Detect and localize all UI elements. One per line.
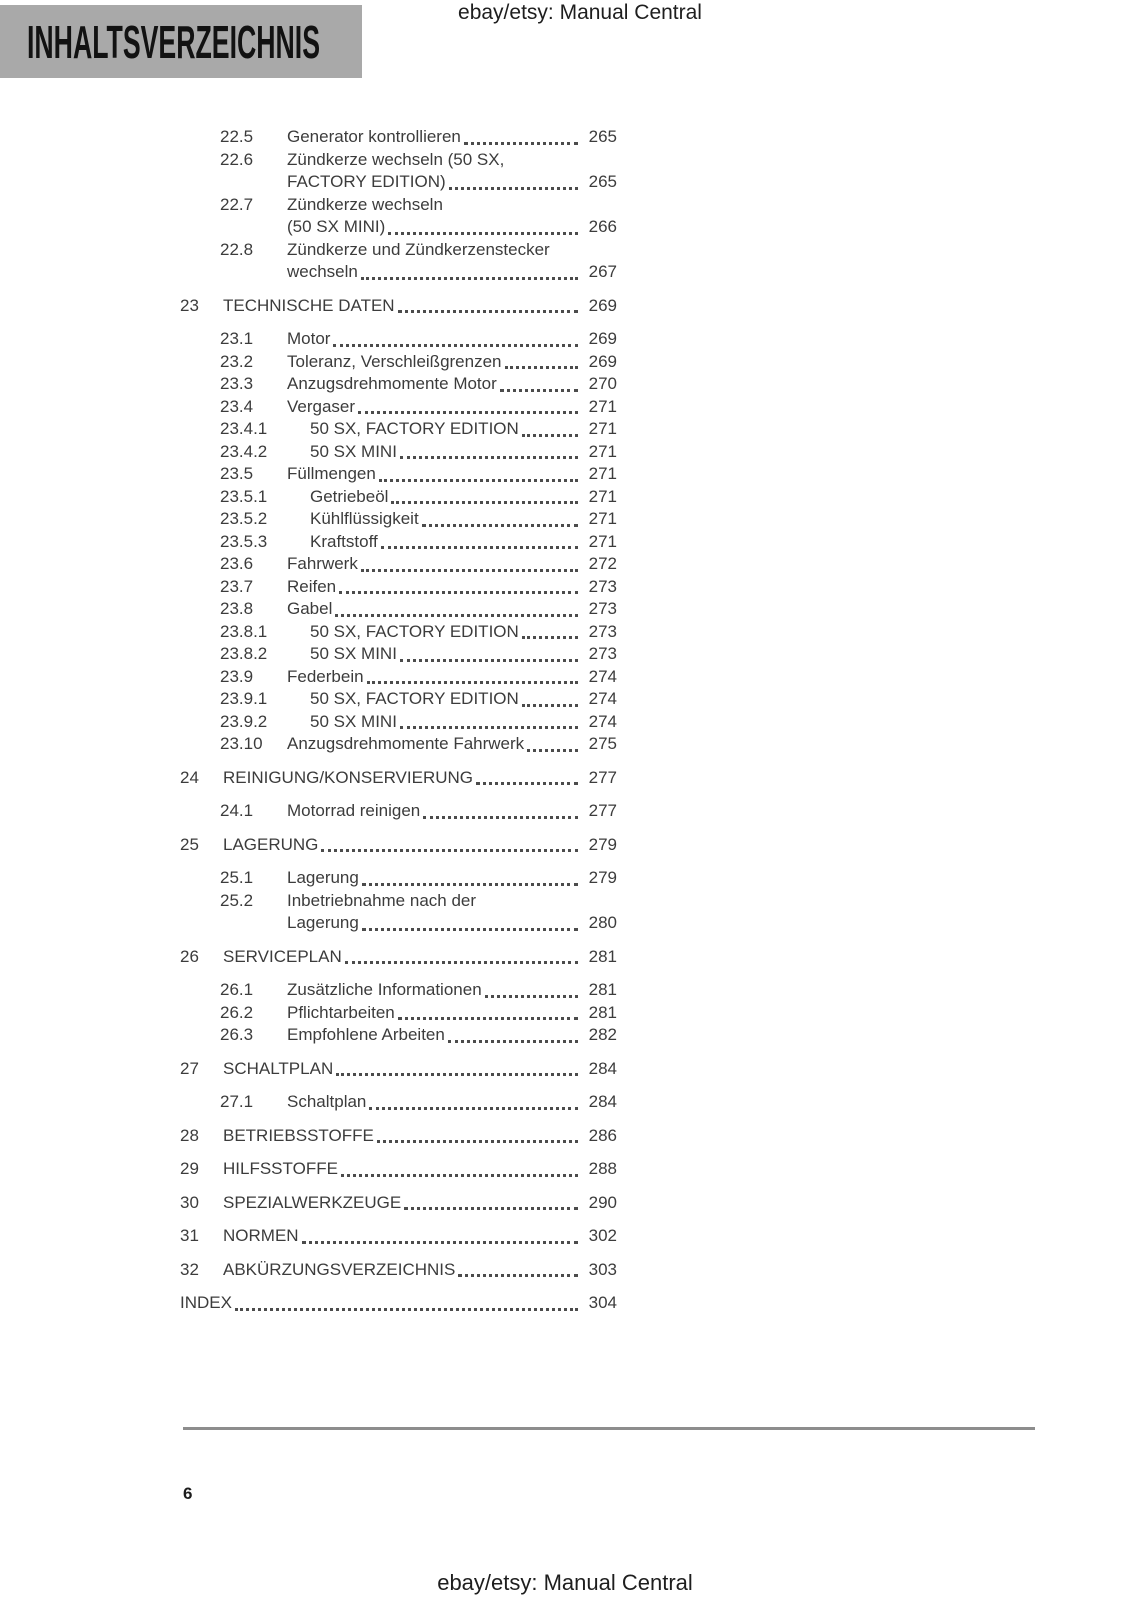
toc-entry-lines bbox=[287, 979, 617, 1002]
toc-entry bbox=[180, 979, 617, 1002]
toc-entry-lines bbox=[310, 531, 617, 554]
toc-entry-number: 26.1 bbox=[220, 980, 254, 999]
toc-entry-last-line bbox=[287, 979, 617, 1002]
dot-leader bbox=[367, 681, 578, 684]
toc-entry bbox=[180, 463, 617, 486]
toc-entry bbox=[180, 800, 617, 823]
dot-leader bbox=[321, 849, 578, 852]
footer-divider bbox=[183, 1427, 1035, 1430]
dot-leader bbox=[358, 411, 578, 414]
toc-entry bbox=[180, 733, 617, 756]
toc-entry-number: 23.3 bbox=[220, 374, 254, 393]
toc-entry-number: 23 bbox=[180, 295, 199, 315]
toc-entry-number: 26.3 bbox=[220, 1025, 254, 1044]
toc-entry-last-line bbox=[310, 441, 617, 464]
toc-entry-page: 281 bbox=[588, 980, 617, 999]
toc-entry bbox=[180, 1158, 617, 1181]
toc-entry-last-line bbox=[287, 171, 617, 194]
toc-entry-lines bbox=[310, 486, 617, 509]
toc-entry-page: 265 bbox=[588, 172, 617, 191]
toc-entry bbox=[180, 194, 617, 239]
toc-entry-last-line bbox=[287, 351, 617, 374]
toc-entry-lines bbox=[287, 351, 617, 374]
toc-entry-title: FACTORY EDITION) bbox=[287, 172, 446, 191]
toc-entry-page: 273 bbox=[588, 599, 617, 618]
toc-entry bbox=[180, 576, 617, 599]
dot-leader bbox=[336, 1073, 578, 1076]
toc-entry-lines bbox=[223, 767, 617, 790]
toc-entry-title: wechseln bbox=[287, 262, 358, 281]
toc-entry-lines bbox=[310, 643, 617, 666]
toc-entry-number: 23.7 bbox=[220, 576, 254, 596]
toc-entry-number: 23.5.1 bbox=[220, 486, 268, 506]
toc-entry-last-line bbox=[287, 126, 617, 149]
toc-entry-title: 50 SX, FACTORY EDITION bbox=[310, 621, 519, 641]
toc-entry-number: 23.9.1 bbox=[220, 689, 268, 708]
toc-entry-page: 271 bbox=[588, 419, 617, 438]
dot-leader bbox=[345, 961, 578, 964]
toc-entry-title: Schaltplan bbox=[287, 1092, 367, 1111]
toc-entry bbox=[180, 1024, 617, 1047]
toc-entry-lines bbox=[223, 1225, 617, 1248]
toc-entry-lines bbox=[287, 800, 617, 823]
toc-entry-title: NORMEN bbox=[223, 1226, 299, 1245]
toc-entry-page: 286 bbox=[588, 1125, 617, 1145]
toc-entry-lines bbox=[287, 328, 617, 351]
toc-entry-title: 50 SX MINI bbox=[310, 441, 397, 461]
toc-entry-lines bbox=[223, 295, 617, 318]
toc-entry bbox=[180, 1225, 617, 1248]
toc-entry-title: Pflichtarbeiten bbox=[287, 1002, 395, 1022]
toc-entry-page: 279 bbox=[588, 868, 617, 887]
toc-entry-page: 288 bbox=[588, 1159, 617, 1178]
toc-entry-title: INDEX bbox=[180, 1293, 232, 1312]
dot-leader bbox=[377, 1140, 578, 1143]
toc-entry bbox=[180, 598, 617, 621]
toc-entry bbox=[180, 1002, 617, 1025]
dot-leader bbox=[485, 995, 578, 998]
dot-leader bbox=[400, 456, 578, 459]
toc-entry-last-line bbox=[287, 328, 617, 351]
toc-entry bbox=[180, 1058, 617, 1081]
toc-list bbox=[180, 126, 617, 1315]
toc-entry-last-line bbox=[223, 1158, 617, 1181]
dot-leader bbox=[398, 1017, 578, 1020]
toc-entry-page: 267 bbox=[588, 262, 617, 281]
toc-entry-lines bbox=[310, 418, 617, 441]
toc-entry bbox=[180, 508, 617, 531]
toc-entry-lines bbox=[287, 890, 617, 935]
toc-entry-lines bbox=[287, 463, 617, 486]
page-title-box bbox=[0, 5, 362, 78]
toc-entry-page: 281 bbox=[588, 946, 617, 966]
toc-entry bbox=[180, 126, 617, 149]
dot-leader bbox=[423, 816, 578, 819]
toc-entry-page: 281 bbox=[588, 1002, 617, 1022]
toc-entry-number: 32 bbox=[180, 1259, 199, 1279]
toc-entry-number: 26 bbox=[180, 946, 199, 966]
toc-entry-last-line bbox=[287, 598, 617, 621]
toc-entry bbox=[180, 1292, 617, 1315]
toc-entry-last-line bbox=[287, 396, 617, 419]
dot-leader bbox=[448, 1040, 578, 1043]
toc-entry-title: HILFSSTOFFE bbox=[223, 1159, 338, 1178]
toc-entry bbox=[180, 553, 617, 576]
dot-leader bbox=[362, 928, 578, 931]
toc-entry-title: Lagerung bbox=[287, 868, 359, 887]
toc-entry-last-line bbox=[287, 373, 617, 396]
toc-entry-lines bbox=[223, 834, 617, 857]
toc-entry-number: 24 bbox=[180, 767, 199, 787]
toc-entry-last-line bbox=[310, 711, 617, 734]
toc-entry bbox=[180, 295, 617, 318]
toc-entry-title: Kühlflüssigkeit bbox=[310, 509, 419, 528]
toc-entry-page: 271 bbox=[588, 464, 617, 483]
toc-entry-number: 27 bbox=[180, 1058, 199, 1078]
toc-entry-title: Füllmengen bbox=[287, 464, 376, 483]
toc-entry-lines bbox=[310, 441, 617, 464]
toc-entry-line: Zündkerze und Zündkerzenstecker bbox=[287, 239, 550, 259]
page-title: INHALTSVERZEICHNIS bbox=[27, 15, 320, 68]
toc-entry-number: 23.4.1 bbox=[220, 419, 268, 438]
toc-entry-number: 23.4.2 bbox=[220, 441, 268, 461]
toc-entry-title: Lagerung bbox=[287, 913, 359, 932]
toc-entry bbox=[180, 351, 617, 374]
toc-entry bbox=[180, 688, 617, 711]
dot-leader bbox=[333, 344, 578, 347]
toc-entry-number: 23.8.1 bbox=[220, 621, 268, 641]
dot-leader bbox=[235, 1308, 578, 1311]
toc-entry-title: SERVICEPLAN bbox=[223, 946, 342, 966]
toc-entry-page: 269 bbox=[588, 351, 617, 371]
toc-entry-last-line bbox=[287, 733, 617, 756]
toc-entry-title: Motor bbox=[287, 329, 331, 348]
dot-leader bbox=[522, 636, 578, 639]
toc-entry-last-line bbox=[310, 508, 617, 531]
dot-leader bbox=[522, 704, 578, 707]
toc-entry-page: 304 bbox=[588, 1293, 617, 1312]
toc-entry-page: 274 bbox=[588, 666, 617, 686]
toc-entry-number: 22.7 bbox=[220, 194, 254, 214]
dot-leader bbox=[422, 524, 578, 527]
toc-entry-page: 284 bbox=[588, 1058, 617, 1078]
toc-entry-last-line bbox=[223, 1125, 617, 1148]
toc-entry bbox=[180, 239, 617, 284]
toc-entry-lines bbox=[287, 666, 617, 689]
toc-entry-lines bbox=[287, 1002, 617, 1025]
toc-entry-last-line bbox=[310, 621, 617, 644]
toc-entry-number: 23.5.3 bbox=[220, 531, 268, 551]
toc-entry-title: Vergaser bbox=[287, 396, 356, 416]
toc-entry-title: TECHNISCHE DATEN bbox=[223, 295, 395, 315]
toc-entry-title: 50 SX MINI bbox=[310, 711, 397, 731]
toc-entry bbox=[180, 1091, 617, 1114]
toc-entry-page: 265 bbox=[588, 127, 617, 146]
dot-leader bbox=[476, 782, 578, 785]
toc-entry-last-line bbox=[287, 553, 617, 576]
toc-entry bbox=[180, 643, 617, 666]
dot-leader bbox=[527, 749, 578, 752]
toc-entry-title: Zusätzliche Informationen bbox=[287, 980, 482, 999]
dot-leader bbox=[505, 366, 578, 369]
dot-leader bbox=[388, 232, 578, 235]
toc-entry-lines bbox=[287, 194, 617, 239]
toc-entry-last-line bbox=[223, 834, 617, 857]
toc-entry-number: 23.8.2 bbox=[220, 644, 268, 663]
toc-entry-page: 282 bbox=[588, 1025, 617, 1044]
toc-entry-lines bbox=[287, 1091, 617, 1114]
toc-entry-title: Anzugsdrehmomente Fahrwerk bbox=[287, 734, 525, 753]
toc-entry-title: LAGERUNG bbox=[223, 834, 319, 854]
toc-entry-last-line bbox=[223, 295, 617, 318]
toc-entry-last-line bbox=[287, 216, 617, 239]
toc-entry-last-line bbox=[287, 1024, 617, 1047]
toc-entry-lines bbox=[310, 711, 617, 734]
toc-entry-title: Federbein bbox=[287, 666, 364, 686]
toc-entry-lines bbox=[287, 396, 617, 419]
toc-entry-last-line bbox=[310, 643, 617, 666]
toc-entry bbox=[180, 328, 617, 351]
dot-leader bbox=[379, 479, 578, 482]
page-number: 6 bbox=[183, 1484, 193, 1503]
toc-entry-page: 271 bbox=[588, 441, 617, 461]
toc-entry-last-line bbox=[287, 576, 617, 599]
toc-entry-page: 275 bbox=[588, 734, 617, 753]
dot-leader bbox=[302, 1241, 578, 1244]
toc-entry-lines bbox=[310, 688, 617, 711]
toc-entry-last-line bbox=[223, 1192, 617, 1215]
toc-entry-page: 269 bbox=[588, 295, 617, 315]
toc-entry-page: 274 bbox=[588, 711, 617, 731]
toc-entry-page: 274 bbox=[588, 689, 617, 708]
toc-entry-number: 23.5 bbox=[220, 464, 254, 483]
toc-entry-last-line bbox=[223, 1225, 617, 1248]
toc-entry-number: 23.4 bbox=[220, 396, 254, 416]
toc-entry-number: 25 bbox=[180, 834, 199, 854]
toc-entry bbox=[180, 418, 617, 441]
toc-entry-number: 24.1 bbox=[220, 801, 254, 820]
toc-entry bbox=[180, 767, 617, 790]
toc-entry-lines bbox=[287, 553, 617, 576]
toc-entry-lines bbox=[310, 621, 617, 644]
toc-entry-last-line bbox=[223, 767, 617, 790]
toc-entry-page: 269 bbox=[588, 329, 617, 348]
toc-entry-page: 270 bbox=[588, 374, 617, 393]
toc-entry-lines bbox=[287, 373, 617, 396]
toc-entry-title: ABKÜRZUNGSVERZEICHNIS bbox=[223, 1259, 456, 1279]
toc-entry-number: 26.2 bbox=[220, 1002, 254, 1022]
dot-leader bbox=[500, 389, 578, 392]
dot-leader bbox=[361, 277, 578, 280]
toc-entry-lines bbox=[310, 508, 617, 531]
toc-entry-title: REINIGUNG/KONSERVIERUNG bbox=[223, 767, 474, 787]
toc-entry-lines bbox=[223, 1192, 617, 1215]
toc-entry-number: 23.2 bbox=[220, 351, 254, 371]
toc-entry bbox=[180, 711, 617, 734]
toc-entry-page: 284 bbox=[588, 1092, 617, 1111]
toc-entry-number: 27.1 bbox=[220, 1092, 254, 1111]
toc-entry-page: 302 bbox=[588, 1226, 617, 1245]
toc-entry-title: Kraftstoff bbox=[310, 531, 378, 551]
toc-entry bbox=[180, 1259, 617, 1282]
toc-entry-number: 23.5.2 bbox=[220, 509, 268, 528]
dot-leader bbox=[398, 310, 578, 313]
toc-entry-last-line bbox=[223, 946, 617, 969]
toc-entry-number: 25.1 bbox=[220, 868, 254, 887]
toc-entry-number: 22.5 bbox=[220, 127, 254, 146]
toc-entry bbox=[180, 666, 617, 689]
toc-entry-page: 280 bbox=[588, 913, 617, 932]
toc-entry-lines bbox=[287, 867, 617, 890]
toc-entry-lines bbox=[287, 149, 617, 194]
toc-entry-title: Fahrwerk bbox=[287, 554, 358, 573]
dot-leader bbox=[335, 614, 578, 617]
footer-brand: ebay/etsy: Manual Central bbox=[437, 1570, 693, 1595]
toc-entry-lines bbox=[223, 946, 617, 969]
toc-entry-title: 50 SX MINI bbox=[310, 644, 397, 663]
dot-leader bbox=[449, 187, 578, 190]
toc-entry-number: 25.2 bbox=[220, 890, 254, 910]
toc-entry-last-line bbox=[310, 688, 617, 711]
toc-entry-last-line bbox=[287, 463, 617, 486]
toc-entry bbox=[180, 373, 617, 396]
toc-entry bbox=[180, 149, 617, 194]
toc-entry-number: 23.10 bbox=[220, 734, 263, 753]
toc-entry-title: Getriebeöl bbox=[310, 486, 389, 506]
toc-entry bbox=[180, 396, 617, 419]
toc-entry-number: 23.8 bbox=[220, 599, 254, 618]
toc-entry-lines bbox=[223, 1058, 617, 1081]
toc-entry bbox=[180, 441, 617, 464]
toc-entry-title: Reifen bbox=[287, 576, 337, 596]
toc-entry-title: 50 SX, FACTORY EDITION bbox=[310, 419, 519, 438]
toc-entry-number: 23.9.2 bbox=[220, 711, 268, 731]
toc-entry-page: 273 bbox=[588, 644, 617, 663]
toc-entry-lines bbox=[287, 126, 617, 149]
toc-entry bbox=[180, 621, 617, 644]
toc-entry bbox=[180, 1192, 617, 1215]
dot-leader bbox=[522, 434, 578, 437]
toc-entry-last-line bbox=[310, 486, 617, 509]
toc-entry bbox=[180, 531, 617, 554]
toc-entry-page: 277 bbox=[588, 801, 617, 820]
toc-entry-lines bbox=[180, 1292, 617, 1315]
dot-leader bbox=[369, 1107, 578, 1110]
toc-entry-line: Zündkerze wechseln bbox=[287, 194, 443, 214]
toc-entry-title: SCHALTPLAN bbox=[223, 1058, 334, 1078]
toc-entry-last-line bbox=[223, 1259, 617, 1282]
toc-entry-page: 271 bbox=[588, 531, 617, 551]
dot-leader bbox=[404, 1207, 578, 1210]
toc-entry-line: Inbetriebnahme nach der bbox=[287, 890, 477, 910]
toc-entry-page: 277 bbox=[588, 767, 617, 787]
toc-entry-lines bbox=[223, 1125, 617, 1148]
toc-entry-page: 303 bbox=[588, 1259, 617, 1279]
toc-entry-number: 23.9 bbox=[220, 666, 254, 686]
toc-entry-last-line bbox=[287, 261, 617, 284]
toc-entry-title: Motorrad reinigen bbox=[287, 801, 421, 820]
dot-leader bbox=[400, 726, 578, 729]
toc-entry-title: (50 SX MINI) bbox=[287, 217, 386, 236]
toc-entry-number: 30 bbox=[180, 1192, 199, 1212]
toc-entry-number: 23.1 bbox=[220, 329, 254, 348]
toc-entry-last-line bbox=[287, 867, 617, 890]
dot-leader bbox=[400, 659, 578, 662]
dot-leader bbox=[361, 569, 578, 572]
toc-entry-page: 272 bbox=[588, 554, 617, 573]
dot-leader bbox=[458, 1274, 578, 1277]
toc-entry-page: 271 bbox=[588, 509, 617, 528]
toc-entry-number: 22.8 bbox=[220, 239, 254, 259]
dot-leader bbox=[464, 142, 578, 145]
toc-entry-line: Zündkerze wechseln (50 SX, bbox=[287, 149, 505, 169]
toc-entry-title: Generator kontrollieren bbox=[287, 127, 461, 146]
toc-entry-page: 271 bbox=[588, 396, 617, 416]
dot-leader bbox=[341, 1174, 578, 1177]
toc-entry-last-line bbox=[287, 800, 617, 823]
toc-entry-title: Anzugsdrehmomente Motor bbox=[287, 374, 497, 393]
toc-entry-number: 22.6 bbox=[220, 149, 254, 169]
toc-entry-last-line bbox=[287, 912, 617, 935]
toc-entry-last-line bbox=[310, 531, 617, 554]
toc-entry-title: 50 SX, FACTORY EDITION bbox=[310, 689, 519, 708]
toc-entry bbox=[180, 890, 617, 935]
toc-entry-title: Toleranz, Verschleißgrenzen bbox=[287, 351, 502, 371]
toc-entry-title: Gabel bbox=[287, 599, 333, 618]
toc-entry-page: 290 bbox=[588, 1192, 617, 1212]
toc-entry-lines bbox=[287, 1024, 617, 1047]
header-brand: ebay/etsy: Manual Central bbox=[458, 1, 702, 24]
dot-leader bbox=[339, 591, 578, 594]
toc-entry-last-line bbox=[287, 1002, 617, 1025]
toc-entry-lines bbox=[223, 1259, 617, 1282]
toc-entry-page: 273 bbox=[588, 576, 617, 596]
toc-entry-lines bbox=[287, 598, 617, 621]
toc-entry-last-line bbox=[287, 1091, 617, 1114]
toc-entry bbox=[180, 946, 617, 969]
toc-entry-last-line bbox=[223, 1058, 617, 1081]
toc-entry bbox=[180, 834, 617, 857]
toc-entry bbox=[180, 486, 617, 509]
toc-entry-title: Empfohlene Arbeiten bbox=[287, 1025, 445, 1044]
toc-entry-page: 266 bbox=[588, 217, 617, 236]
toc-entry-number: 23.6 bbox=[220, 554, 254, 573]
toc-entry-last-line bbox=[180, 1292, 617, 1315]
toc-entry bbox=[180, 1125, 617, 1148]
toc-entry bbox=[180, 867, 617, 890]
toc-entry-number: 31 bbox=[180, 1226, 199, 1245]
toc-entry-lines bbox=[287, 733, 617, 756]
toc-entry-page: 279 bbox=[588, 834, 617, 854]
toc-entry-title: BETRIEBSSTOFFE bbox=[223, 1125, 374, 1145]
toc-entry-title: SPEZIALWERKZEUGE bbox=[223, 1192, 402, 1212]
dot-leader bbox=[381, 546, 578, 549]
toc-entry-lines bbox=[287, 576, 617, 599]
toc-entry-lines bbox=[223, 1158, 617, 1181]
toc-entry-number: 29 bbox=[180, 1159, 199, 1178]
dot-leader bbox=[391, 501, 578, 504]
toc-entry-lines bbox=[287, 239, 617, 284]
toc-entry-number: 28 bbox=[180, 1125, 199, 1145]
toc-entry-last-line bbox=[287, 666, 617, 689]
toc-entry-page: 273 bbox=[588, 621, 617, 641]
toc-entry-page: 271 bbox=[588, 486, 617, 506]
dot-leader bbox=[362, 883, 578, 886]
toc-entry-last-line bbox=[310, 418, 617, 441]
